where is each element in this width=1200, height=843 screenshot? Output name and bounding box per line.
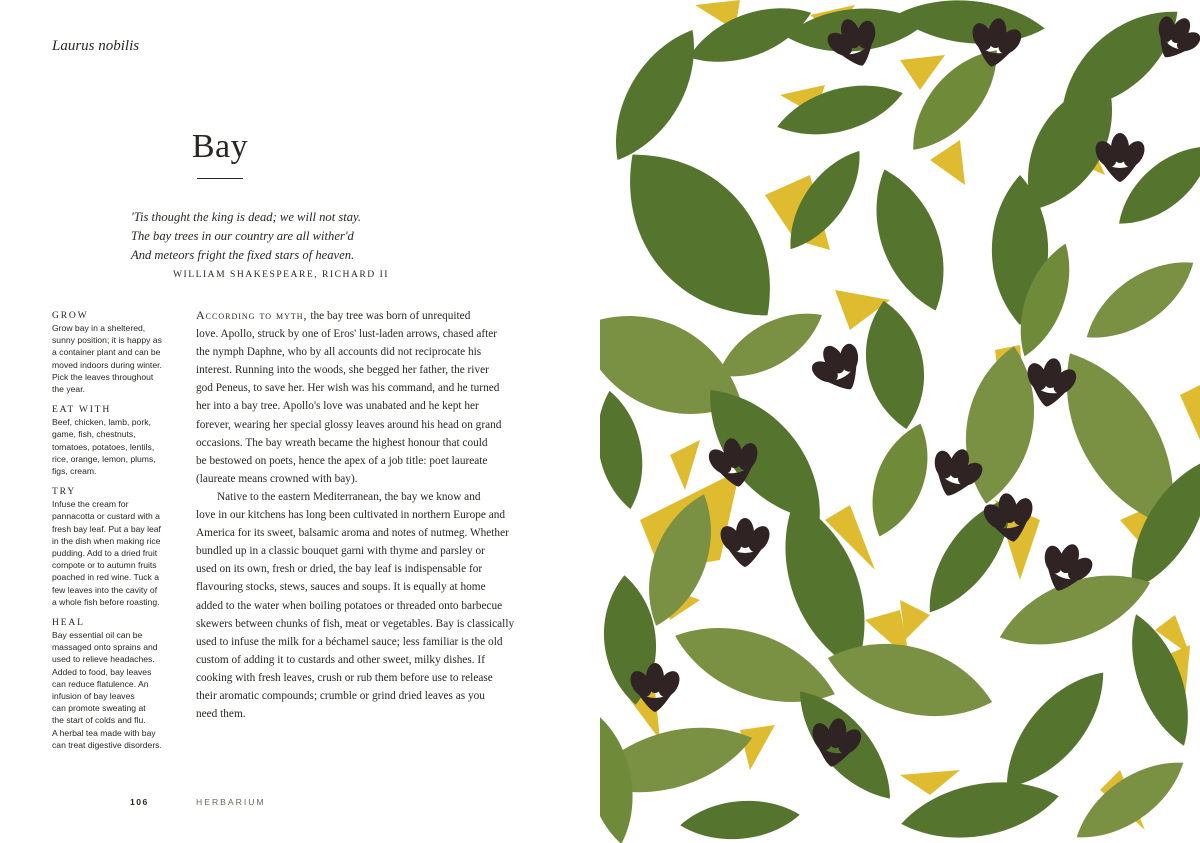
epigraph-line: The bay trees in our country are all wither'd — [131, 229, 354, 243]
body-text-line: her into a bay tree. Apollo's love was unabated and he kept her — [196, 400, 479, 413]
sidebar-heading: EAT WITH — [52, 404, 112, 416]
body-text-line: god Peneus, to save her. Her wish was his command, and he turned — [196, 382, 500, 395]
bay-leaf-pattern — [600, 0, 1200, 843]
sidebar-text-line: used to relieve headaches. — [52, 654, 155, 665]
bay-leaf-shape — [772, 73, 908, 147]
epigraph — [131, 208, 491, 265]
body-text-line: be bestowed on poets, hence the apex of a job title: poet laureate — [196, 454, 488, 467]
body-text — [196, 306, 526, 723]
sidebar-section — [52, 617, 176, 751]
bay-leaf-shape — [1074, 244, 1200, 355]
lead-in: According to myth, — [196, 308, 308, 322]
bay-leaf-shape — [679, 796, 802, 843]
sidebar-text-line: Grow bay in a sheltered, — [52, 323, 146, 333]
bay-leaf-shape — [987, 656, 1123, 804]
body-text-line: the nymph Daphne, who by all accounts did not reciprocate his — [196, 346, 482, 359]
sidebar-text-line: pannacotta or custard with a — [52, 511, 160, 522]
sidebar-heading: TRY — [52, 486, 77, 498]
sidebar-text-line: Beef, chicken, lamb, pork, — [52, 417, 151, 428]
bay-leaf-shape — [600, 387, 651, 513]
sidebar-text-line: Bay essential oil can be — [52, 630, 143, 641]
body-text-line: love. Apollo, struck by one of Eros' lust-laden arrows, chased after — [196, 328, 498, 341]
page-title: Bay — [191, 128, 249, 165]
body-text-line: Native to the eastern Mediterranean, the bay we know and — [217, 490, 481, 503]
bay-leaf-shape — [858, 160, 962, 320]
bay-leaf-shape — [893, 0, 1046, 50]
body-text-line: flavouring stocks, stews, sauces and soups. It is equally at home — [196, 581, 486, 594]
sidebar-text-line: moved indoors during winter. — [52, 359, 162, 370]
sidebar-text-line: a container plant and can be — [52, 347, 161, 358]
body-text-line: cooking with fresh leaves, crush or rub them before use to release — [196, 671, 493, 684]
sidebar-text-line: massaged onto sprains and — [52, 642, 158, 653]
title-rule — [197, 178, 243, 179]
illustration-page — [600, 0, 1200, 843]
epigraph-line: 'Tis thought the king is dead; we will not stay. — [131, 210, 362, 224]
bay-leaf-shape — [600, 121, 807, 348]
body-first-line — [196, 306, 526, 325]
sidebar-text-line: in the dish when making rice — [52, 535, 161, 546]
sidebar-section — [52, 404, 176, 477]
bay-leaf-shape — [857, 416, 942, 545]
sidebar-text-line: can reduce flatulence. An — [52, 678, 149, 689]
sidebar-text-line: can treat digestive disorders. — [52, 739, 162, 750]
sidebar-text-line: the year. — [52, 384, 85, 395]
sidebar-text-line: pudding. Add to a dried fruit — [52, 548, 158, 559]
first-line-rest: the bay tree was born of unrequited — [307, 310, 471, 322]
body-text-line: (laureate means crowned with bay). — [196, 472, 358, 485]
sidebar-text-line: A herbal tea made with bay — [52, 727, 156, 738]
sidebar-section — [52, 310, 176, 395]
sidebar-text-line: rice, orange, lemon, plums, — [52, 453, 156, 464]
bay-leaf-shape — [856, 296, 934, 434]
body-text-line: bundled up in a classic bouquet garni with thyme and parsley or — [196, 545, 485, 558]
sidebar-text-line: fresh bay leaf. Put a bay leaf — [52, 523, 161, 534]
berry-cluster-icon — [802, 332, 876, 403]
sidebar-text-line: Added to food, bay leaves — [52, 666, 152, 677]
sidebar-section — [52, 486, 176, 608]
epigraph-attribution: WILLIAM SHAKESPEARE, RICHARD II — [173, 269, 389, 280]
sidebar-text-line: tomatoes, potatoes, lentils, — [52, 441, 155, 452]
sidebar-heading: GROW — [52, 310, 89, 321]
page-number: 106 — [130, 797, 149, 807]
sidebar-heading: HEAL — [52, 617, 85, 629]
body-text-line: added to the water when boiling potatoes or threaded onto barbecue — [196, 599, 503, 612]
body-text-line: their aromatic compounds; crumble or grind dried leaves as you — [196, 689, 485, 702]
sidebar-text-line: game, fish, chestnuts, — [52, 429, 136, 440]
sidebar-text-line: a whole fish before roasting. — [52, 596, 160, 607]
sidebar-text-line: compote or to autumn fruits — [52, 560, 157, 571]
epigraph-line: And meteors fright the fixed stars of heaven. — [131, 248, 355, 262]
yellow-shard-shape — [740, 725, 775, 770]
body-text-line: used to infuse the milk for a béchamel sauce; less familiar is the old — [196, 635, 503, 648]
yellow-shard-shape — [930, 140, 965, 185]
sidebar-text-line: the start of colds and flu. — [52, 715, 146, 726]
body-text-line: used on its own, fresh or dried, the bay leaf is indispensable for — [196, 563, 483, 576]
sidebar-text-line: Pick the leaves throughout — [52, 371, 154, 382]
body-text-line: occasions. The bay wreath became the highest honour that could — [196, 436, 488, 449]
yellow-shard-shape — [670, 440, 700, 490]
body-text-line: forever, wearing her special glossy leaves around his head on grand — [196, 418, 502, 431]
sidebar-text-line: sunny position; it is happy as — [52, 335, 162, 346]
latin-name: Laurus nobilis — [52, 38, 140, 54]
body-text-line: skewers between chunks of fish, meat or vegetables. Bay is classically — [196, 617, 515, 630]
sidebar-text-line: Infuse the cream for — [52, 499, 129, 510]
sidebar-notes — [52, 310, 176, 760]
sidebar-text-line: poached in red wine. Tuck a — [52, 572, 160, 583]
bay-leaf-shape — [600, 17, 715, 173]
body-text-line: interest. Running into the woods, she begged her father, the river — [196, 364, 489, 377]
running-head: HERBARIUM — [196, 797, 266, 807]
sidebar-text-line: few leaves into the cavity of — [52, 584, 158, 595]
body-text-line: love in our kitchens has long been cultivated in northern Europe and — [196, 509, 506, 522]
yellow-shard-shape — [900, 600, 930, 640]
bay-leaf-shape — [1065, 745, 1196, 843]
body-text-line: custom of adding it to custards and other sweet, milky dishes. If — [196, 653, 485, 666]
sidebar-text-line: infusion of bay leaves — [52, 691, 135, 702]
sidebar-text-line: figs, cream. — [52, 466, 97, 477]
body-text-line: need them. — [196, 708, 246, 721]
sidebar-text-line: can promote sweating at — [52, 703, 146, 714]
body-text-line: America for its sweet, balsamic aroma and notes of nutmeg. Whether — [196, 527, 509, 540]
yellow-shard-shape — [1180, 385, 1200, 440]
